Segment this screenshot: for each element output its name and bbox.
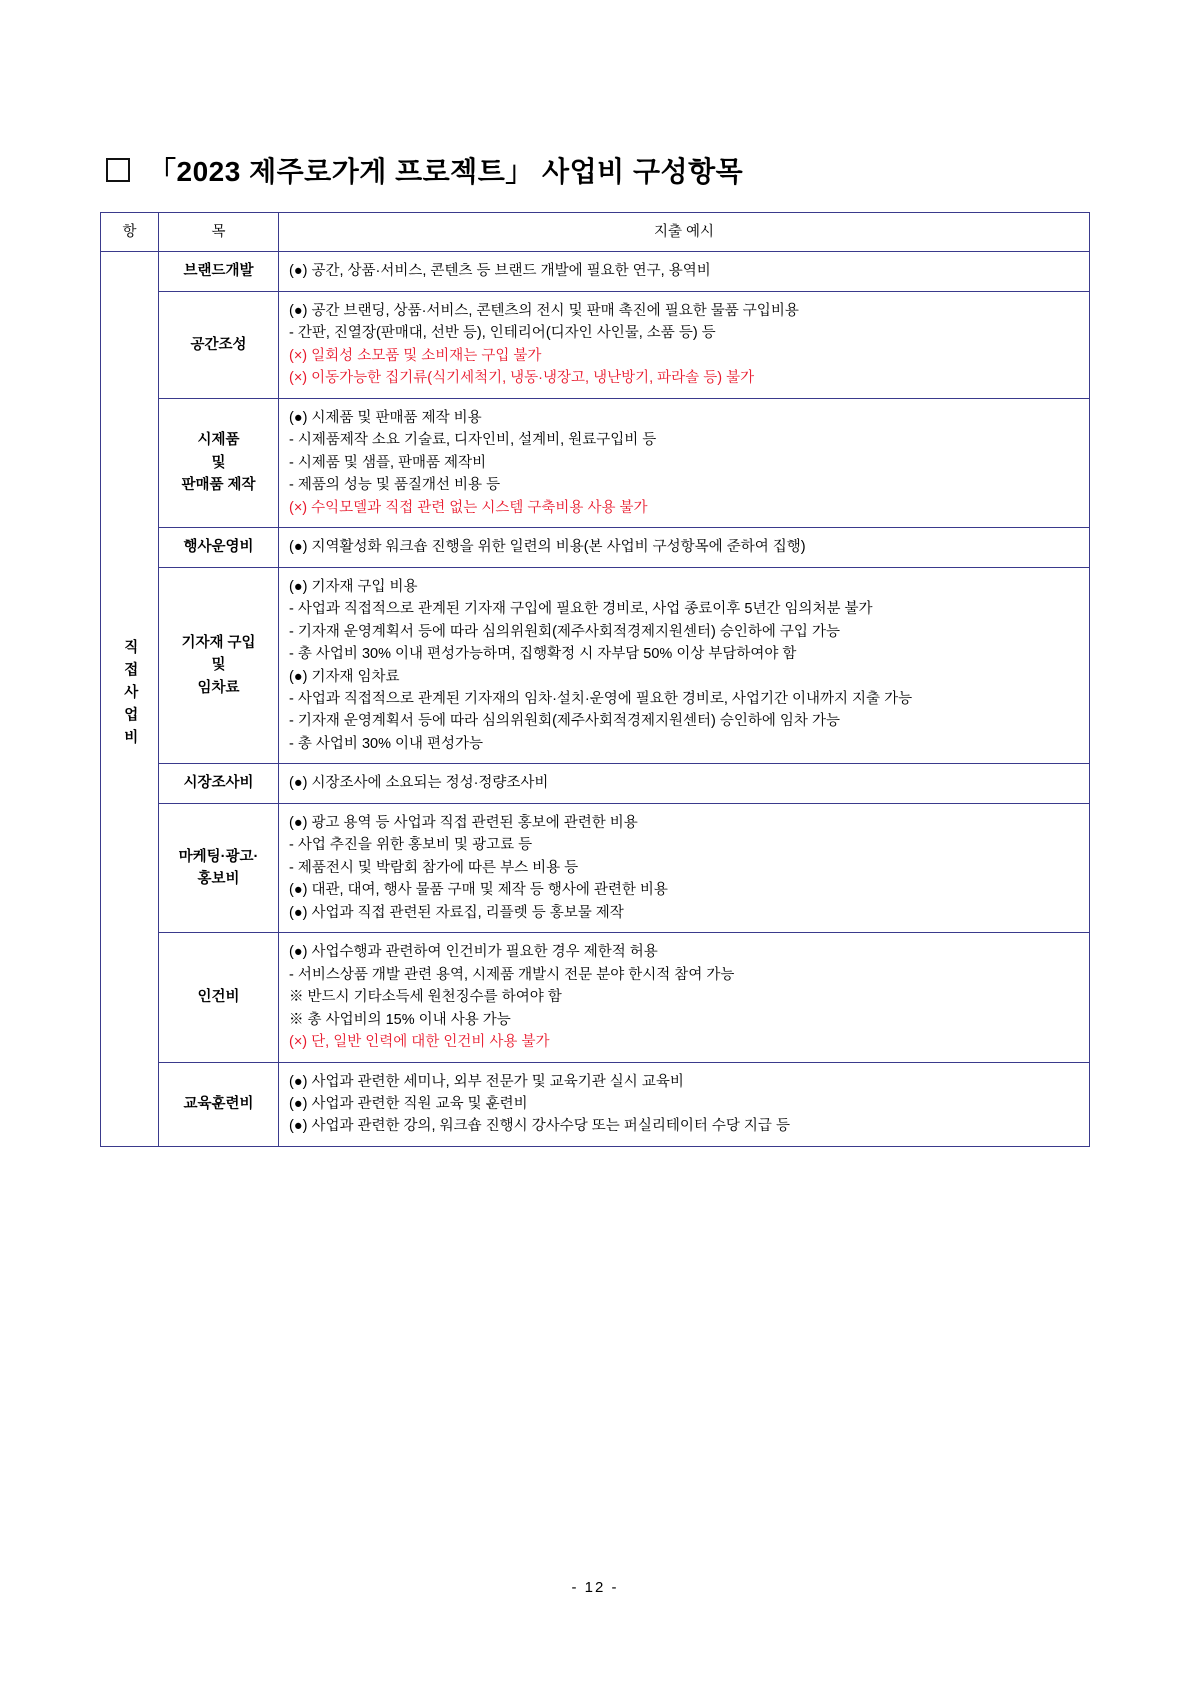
item-cell <box>159 567 279 764</box>
description-line: - 간판, 진열장(판매대, 선반 등), 인테리어(디자인 사인물, 소품 등) 등 <box>289 325 716 342</box>
description-line: (●) 지역활성화 워크숍 진행을 위한 일련의 비용(본 사업비 구성항목에 준하여 집행) <box>289 539 806 556</box>
table-body <box>101 252 1090 1146</box>
table-row <box>101 764 1090 803</box>
item-label: 및 <box>211 454 226 471</box>
description-cell <box>279 764 1090 803</box>
description-cell <box>279 803 1090 932</box>
description-line: - 제품전시 및 박람회 참가에 따른 부스 비용 등 <box>289 859 579 876</box>
item-label: 행사운영비 <box>183 539 254 556</box>
description-line-warning: (×) 수익모델과 직접 관련 없는 시스템 구축비용 사용 불가 <box>289 499 648 516</box>
table-row <box>101 528 1090 567</box>
table-row <box>101 567 1090 764</box>
header-category: 항 <box>101 213 159 252</box>
item-cell <box>159 803 279 932</box>
description-line: ※ 반드시 기타소득세 원천징수를 하여야 함 <box>289 989 562 1006</box>
description-line: - 사업 추진을 위한 홍보비 및 광고료 등 <box>289 837 533 854</box>
description-line: (●) 시제품 및 판매품 제작 비용 <box>289 409 482 426</box>
description-line: - 서비스상품 개발 관련 용역, 시제품 개발시 전문 분야 한시적 참여 가능 <box>289 966 735 983</box>
description-line: - 시제품제작 소요 기술료, 디자인비, 설계비, 원료구입비 등 <box>289 432 657 449</box>
table-row <box>101 1062 1090 1146</box>
description-line: - 사업과 직접적으로 관계된 기자재의 임차·설치·운영에 필요한 경비로, 사업기간 이내까지 지출 가능 <box>289 690 913 707</box>
description-line: - 총 사업비 30% 이내 편성가능하며, 집행확정 시 자부담 50% 이상 부담하여야 함 <box>289 646 797 663</box>
header-item: 목 <box>159 213 279 252</box>
table-row <box>101 933 1090 1062</box>
table-row <box>101 398 1090 527</box>
description-cell <box>279 567 1090 764</box>
item-label: 교육훈련비 <box>183 1096 254 1112</box>
page-title-text: 「2023 제주로가게 프로젝트」 사업비 구성항목 <box>148 156 744 187</box>
table-row <box>101 803 1090 932</box>
cost-composition-table <box>100 212 1090 1147</box>
description-line: (●) 사업수행과 관련하여 인건비가 필요한 경우 제한적 허용 <box>289 944 658 961</box>
item-cell <box>159 252 279 291</box>
description-line-warning: (×) 일회성 소모품 및 소비재는 구입 불가 <box>289 347 542 364</box>
description-line: - 총 사업비 30% 이내 편성가능 <box>289 735 484 752</box>
description-line: - 사업과 직접적으로 관계된 기자재 구입에 필요한 경비로, 사업 종료이후 5년간 임의처분 불가 <box>289 601 873 618</box>
item-label: 임차료 <box>197 679 240 696</box>
description-line: - 시제품 및 샘플, 판매품 제작비 <box>289 454 487 471</box>
item-label: 및 <box>211 657 226 674</box>
item-label: 시제품 <box>197 432 240 449</box>
description-line: ※ 총 사업비의 15% 이내 사용 가능 <box>289 1011 511 1028</box>
page-number: - 12 - <box>571 1579 619 1596</box>
description-line-warning: (×) 단, 일반 인력에 대한 인건비 사용 불가 <box>289 1034 550 1051</box>
description-line: (●) 사업과 관련한 세미나, 외부 전문가 및 교육기관 실시 교육비 <box>289 1073 684 1090</box>
category-cell <box>101 252 159 1146</box>
item-label: 인건비 <box>197 989 240 1006</box>
description-line: (●) 기자재 구입 비용 <box>289 578 418 595</box>
description-line: (●) 사업과 관련한 강의, 워크숍 진행시 강사수당 또는 퍼실리테이터 수당 지급 등 <box>289 1118 790 1135</box>
category-label: 직접사업비 <box>121 639 138 752</box>
description-cell <box>279 291 1090 398</box>
description-line: (●) 기자재 임차료 <box>289 668 400 685</box>
table-row <box>101 252 1090 291</box>
item-label: 판매품 제작 <box>181 477 256 494</box>
description-line: (●) 사업과 직접 관련된 자료집, 리플렛 등 홍보물 제작 <box>289 904 624 921</box>
item-label: 홍보비 <box>197 871 240 888</box>
item-cell <box>159 1062 279 1146</box>
description-line: (●) 시장조사에 소요되는 정성·정량조사비 <box>289 775 549 792</box>
description-cell <box>279 398 1090 527</box>
page-title <box>100 150 1090 190</box>
table-header-row <box>101 213 1090 252</box>
description-line: (●) 광고 용역 등 사업과 직접 관련된 홍보에 관련한 비용 <box>289 814 638 831</box>
description-cell <box>279 528 1090 567</box>
item-label: 공간조성 <box>190 336 247 353</box>
description-cell <box>279 252 1090 291</box>
description-line: - 기자재 운영계획서 등에 따라 심의위원회(제주사회적경제지원센터) 승인하에 구입 가능 <box>289 623 840 640</box>
item-cell <box>159 764 279 803</box>
description-line: - 기자재 운영계획서 등에 따라 심의위원회(제주사회적경제지원센터) 승인하에 임차 가능 <box>289 713 840 730</box>
item-cell <box>159 398 279 527</box>
header-description: 지출 예시 <box>279 213 1090 252</box>
description-cell <box>279 933 1090 1062</box>
description-line: (●) 사업과 관련한 직원 교육 및 훈련비 <box>289 1096 528 1112</box>
description-line: (●) 공간, 상품·서비스, 콘텐츠 등 브랜드 개발에 필요한 연구, 용역비 <box>289 263 711 280</box>
item-label: 마케팅·광고· <box>178 848 259 865</box>
description-line: - 제품의 성능 및 품질개선 비용 등 <box>289 477 501 494</box>
item-label: 기자재 구입 <box>181 634 256 651</box>
item-label: 시장조사비 <box>183 775 254 792</box>
description-line: (●) 대관, 대여, 행사 물품 구매 및 제작 등 행사에 관련한 비용 <box>289 882 668 899</box>
table-row <box>101 291 1090 398</box>
item-cell <box>159 933 279 1062</box>
item-cell <box>159 291 279 398</box>
description-cell <box>279 1062 1090 1146</box>
description-line: (●) 공간 브랜딩, 상품·서비스, 콘텐츠의 전시 및 판매 촉진에 필요한 물품 구입비용 <box>289 302 799 319</box>
description-line-warning: (×) 이동가능한 집기류(식기세척기, 냉동·냉장고, 냉난방기, 파라솔 등) 불가 <box>289 370 755 387</box>
square-bullet-icon <box>106 158 130 182</box>
item-label: 브랜드개발 <box>183 263 254 280</box>
item-cell <box>159 528 279 567</box>
